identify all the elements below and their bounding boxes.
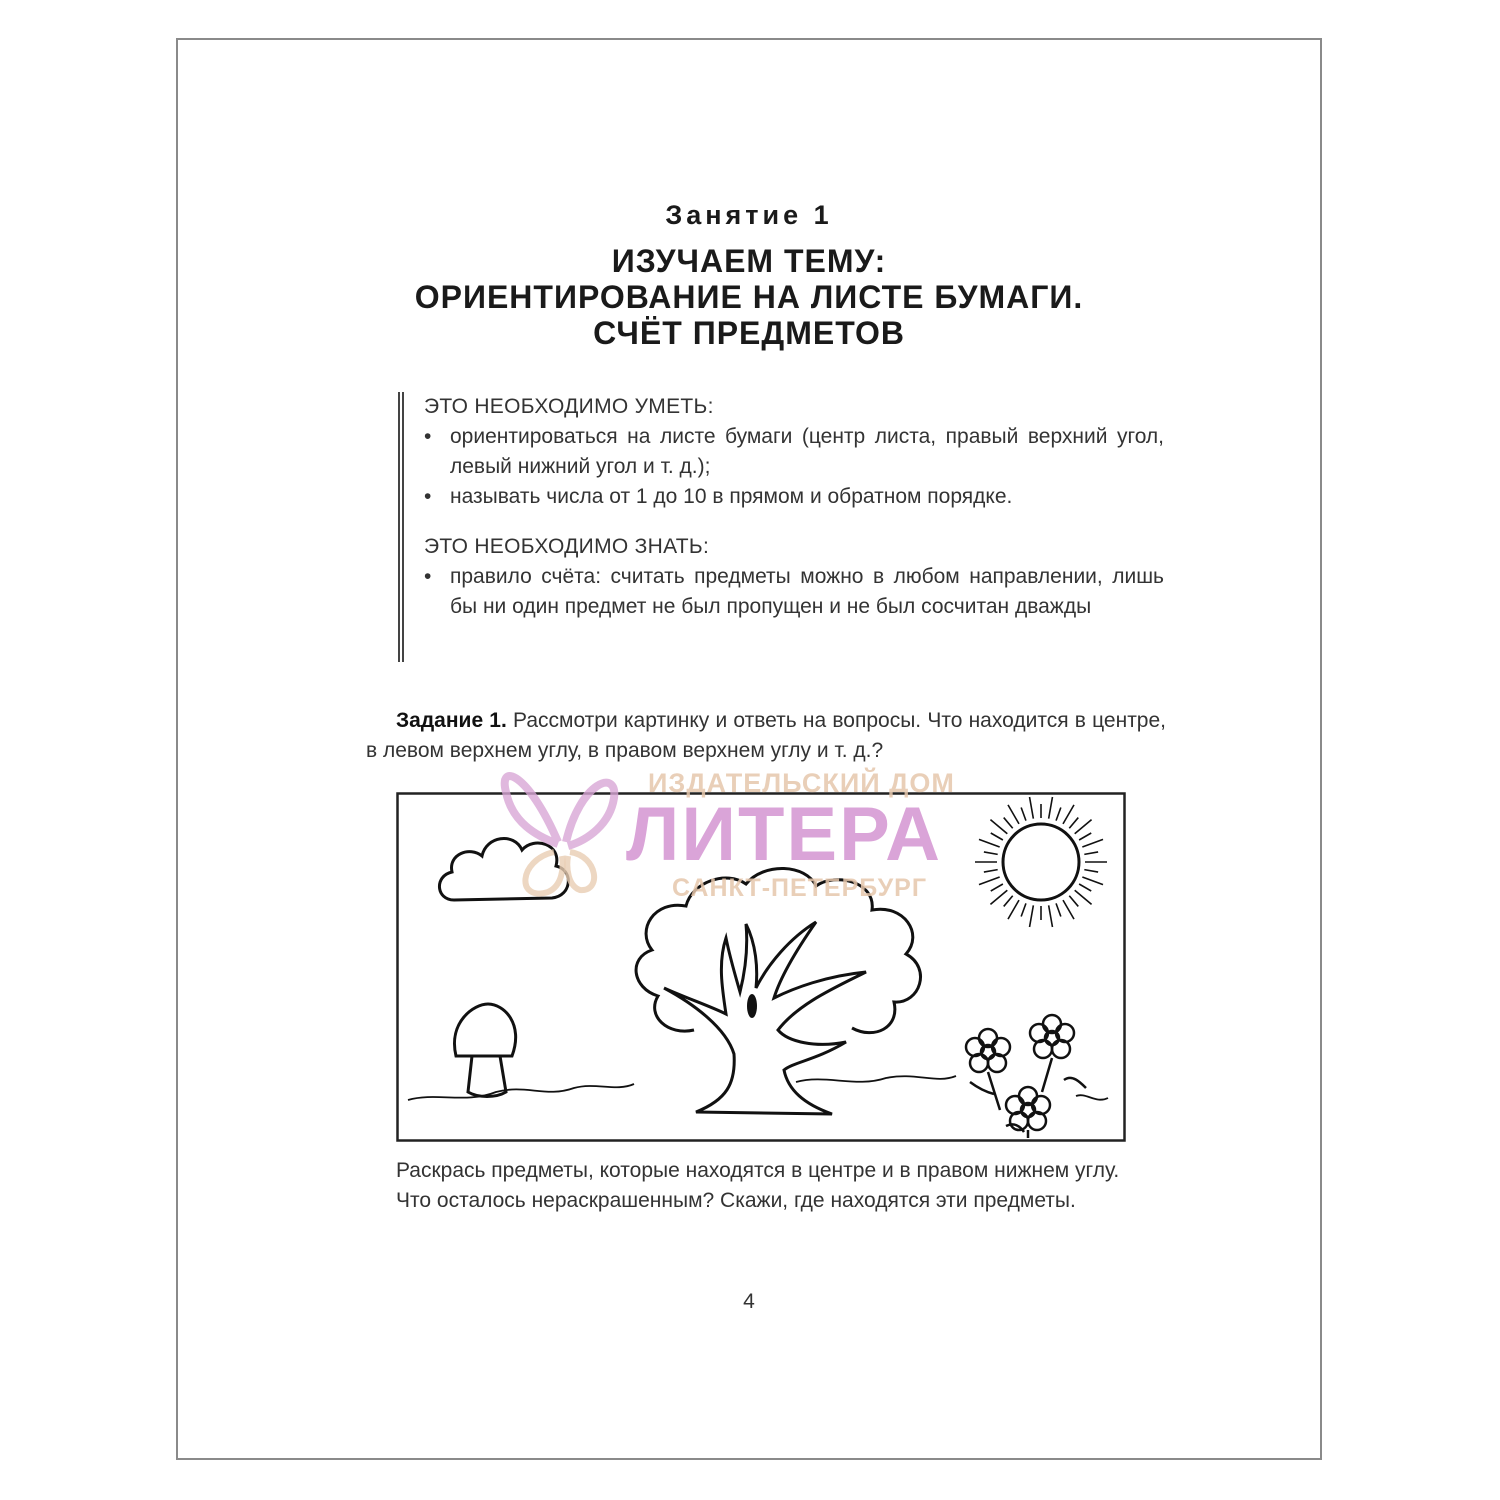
list-item: • называть числа от 1 до 10 в прямом и обратном порядке. bbox=[424, 482, 1164, 512]
sun-ray bbox=[1056, 807, 1061, 820]
butterfly-logo bbox=[488, 752, 638, 922]
sun-ray bbox=[1030, 797, 1034, 819]
sun-ray bbox=[1021, 807, 1026, 820]
ground-line-right bbox=[796, 1076, 956, 1082]
sun-ray bbox=[1063, 900, 1074, 919]
knowledge-heading: ЭТО НЕОБХОДИМО ЗНАТЬ: bbox=[424, 535, 710, 558]
sun-ray bbox=[1056, 903, 1061, 916]
sun-ray bbox=[1008, 805, 1019, 824]
instruction-paragraph: Что осталось нераскрашенным? Скажи, где находятся эти предметы. bbox=[396, 1189, 1076, 1212]
watermark-main-text: ЛИТЕРА bbox=[626, 792, 942, 877]
sun-ray bbox=[1079, 884, 1091, 891]
lesson-title: Занятие 1 bbox=[665, 200, 833, 230]
sun-ray bbox=[1008, 900, 1019, 919]
sun-ray bbox=[1075, 820, 1092, 834]
list-item: • ориентироваться на листе бумаги (центр листа, правый верхний угол, левый нижний угол и т. д.); bbox=[424, 422, 1164, 482]
book-page bbox=[176, 38, 1322, 1460]
sun-ray bbox=[1049, 797, 1053, 819]
page-number: 4 bbox=[743, 1290, 755, 1313]
list-item: • правило счёта: считать предметы можно в любом направлении, лишь бы ни один предмет не был пропущен и не был сосчитан дважды bbox=[424, 562, 1164, 622]
instructions bbox=[366, 1156, 1166, 1216]
skills-heading: ЭТО НЕОБХОДИМО УМЕТЬ: bbox=[424, 395, 714, 418]
mushroom-drawing bbox=[455, 1004, 516, 1097]
topic-line-2: ОРИЕНТИРОВАНИЕ НА ЛИСТЕ БУМАГИ. bbox=[414, 279, 1084, 315]
box-double-bar bbox=[398, 392, 404, 662]
sun-ray bbox=[1030, 905, 1034, 927]
sun-ray bbox=[1084, 852, 1098, 854]
topic-line-1: ИЗУЧАЕМ ТЕМУ: bbox=[611, 243, 887, 279]
sun-ray bbox=[1069, 896, 1078, 907]
instruction-paragraph: Раскрась предметы, которые находятся в центре и в правом нижнем углу. bbox=[396, 1159, 1120, 1182]
sun-ray bbox=[1082, 839, 1103, 847]
knowledge-list bbox=[424, 562, 1164, 622]
sun-ray bbox=[1063, 805, 1074, 824]
watermark-top-text: ИЗДАТЕЛЬСКИЙ ДОМ bbox=[648, 768, 955, 798]
sun-ray bbox=[1084, 870, 1098, 872]
task-label: Задание 1. bbox=[396, 709, 507, 732]
sun-ray bbox=[1075, 890, 1092, 904]
watermark-bottom-text: САНКТ-ПЕТЕРБУРГ bbox=[672, 874, 928, 902]
publisher-watermark bbox=[488, 752, 1008, 932]
tree-hollow bbox=[747, 994, 757, 1018]
sun-ray bbox=[1021, 903, 1026, 916]
requirements-box bbox=[398, 392, 1164, 662]
ground-line-left bbox=[408, 1084, 634, 1100]
tree-trunk-drawing bbox=[664, 922, 866, 1114]
skills-list bbox=[424, 422, 1164, 512]
sun-ray bbox=[1069, 818, 1078, 829]
topic-heading bbox=[178, 243, 1320, 351]
flowers-drawing bbox=[966, 1015, 1086, 1138]
topic-line-3: СЧЁТ ПРЕДМЕТОВ bbox=[593, 315, 905, 351]
sun-ray bbox=[1082, 877, 1103, 885]
sun-ray bbox=[1079, 833, 1091, 840]
task-text: Рассмотри картинку и ответь на вопросы. Что находится в центре, в левом верхнем углу, в правом верхнем углу и т. д.? bbox=[366, 709, 1167, 762]
sun-ray bbox=[1049, 905, 1053, 927]
ground-line-far-right bbox=[1076, 1095, 1108, 1100]
